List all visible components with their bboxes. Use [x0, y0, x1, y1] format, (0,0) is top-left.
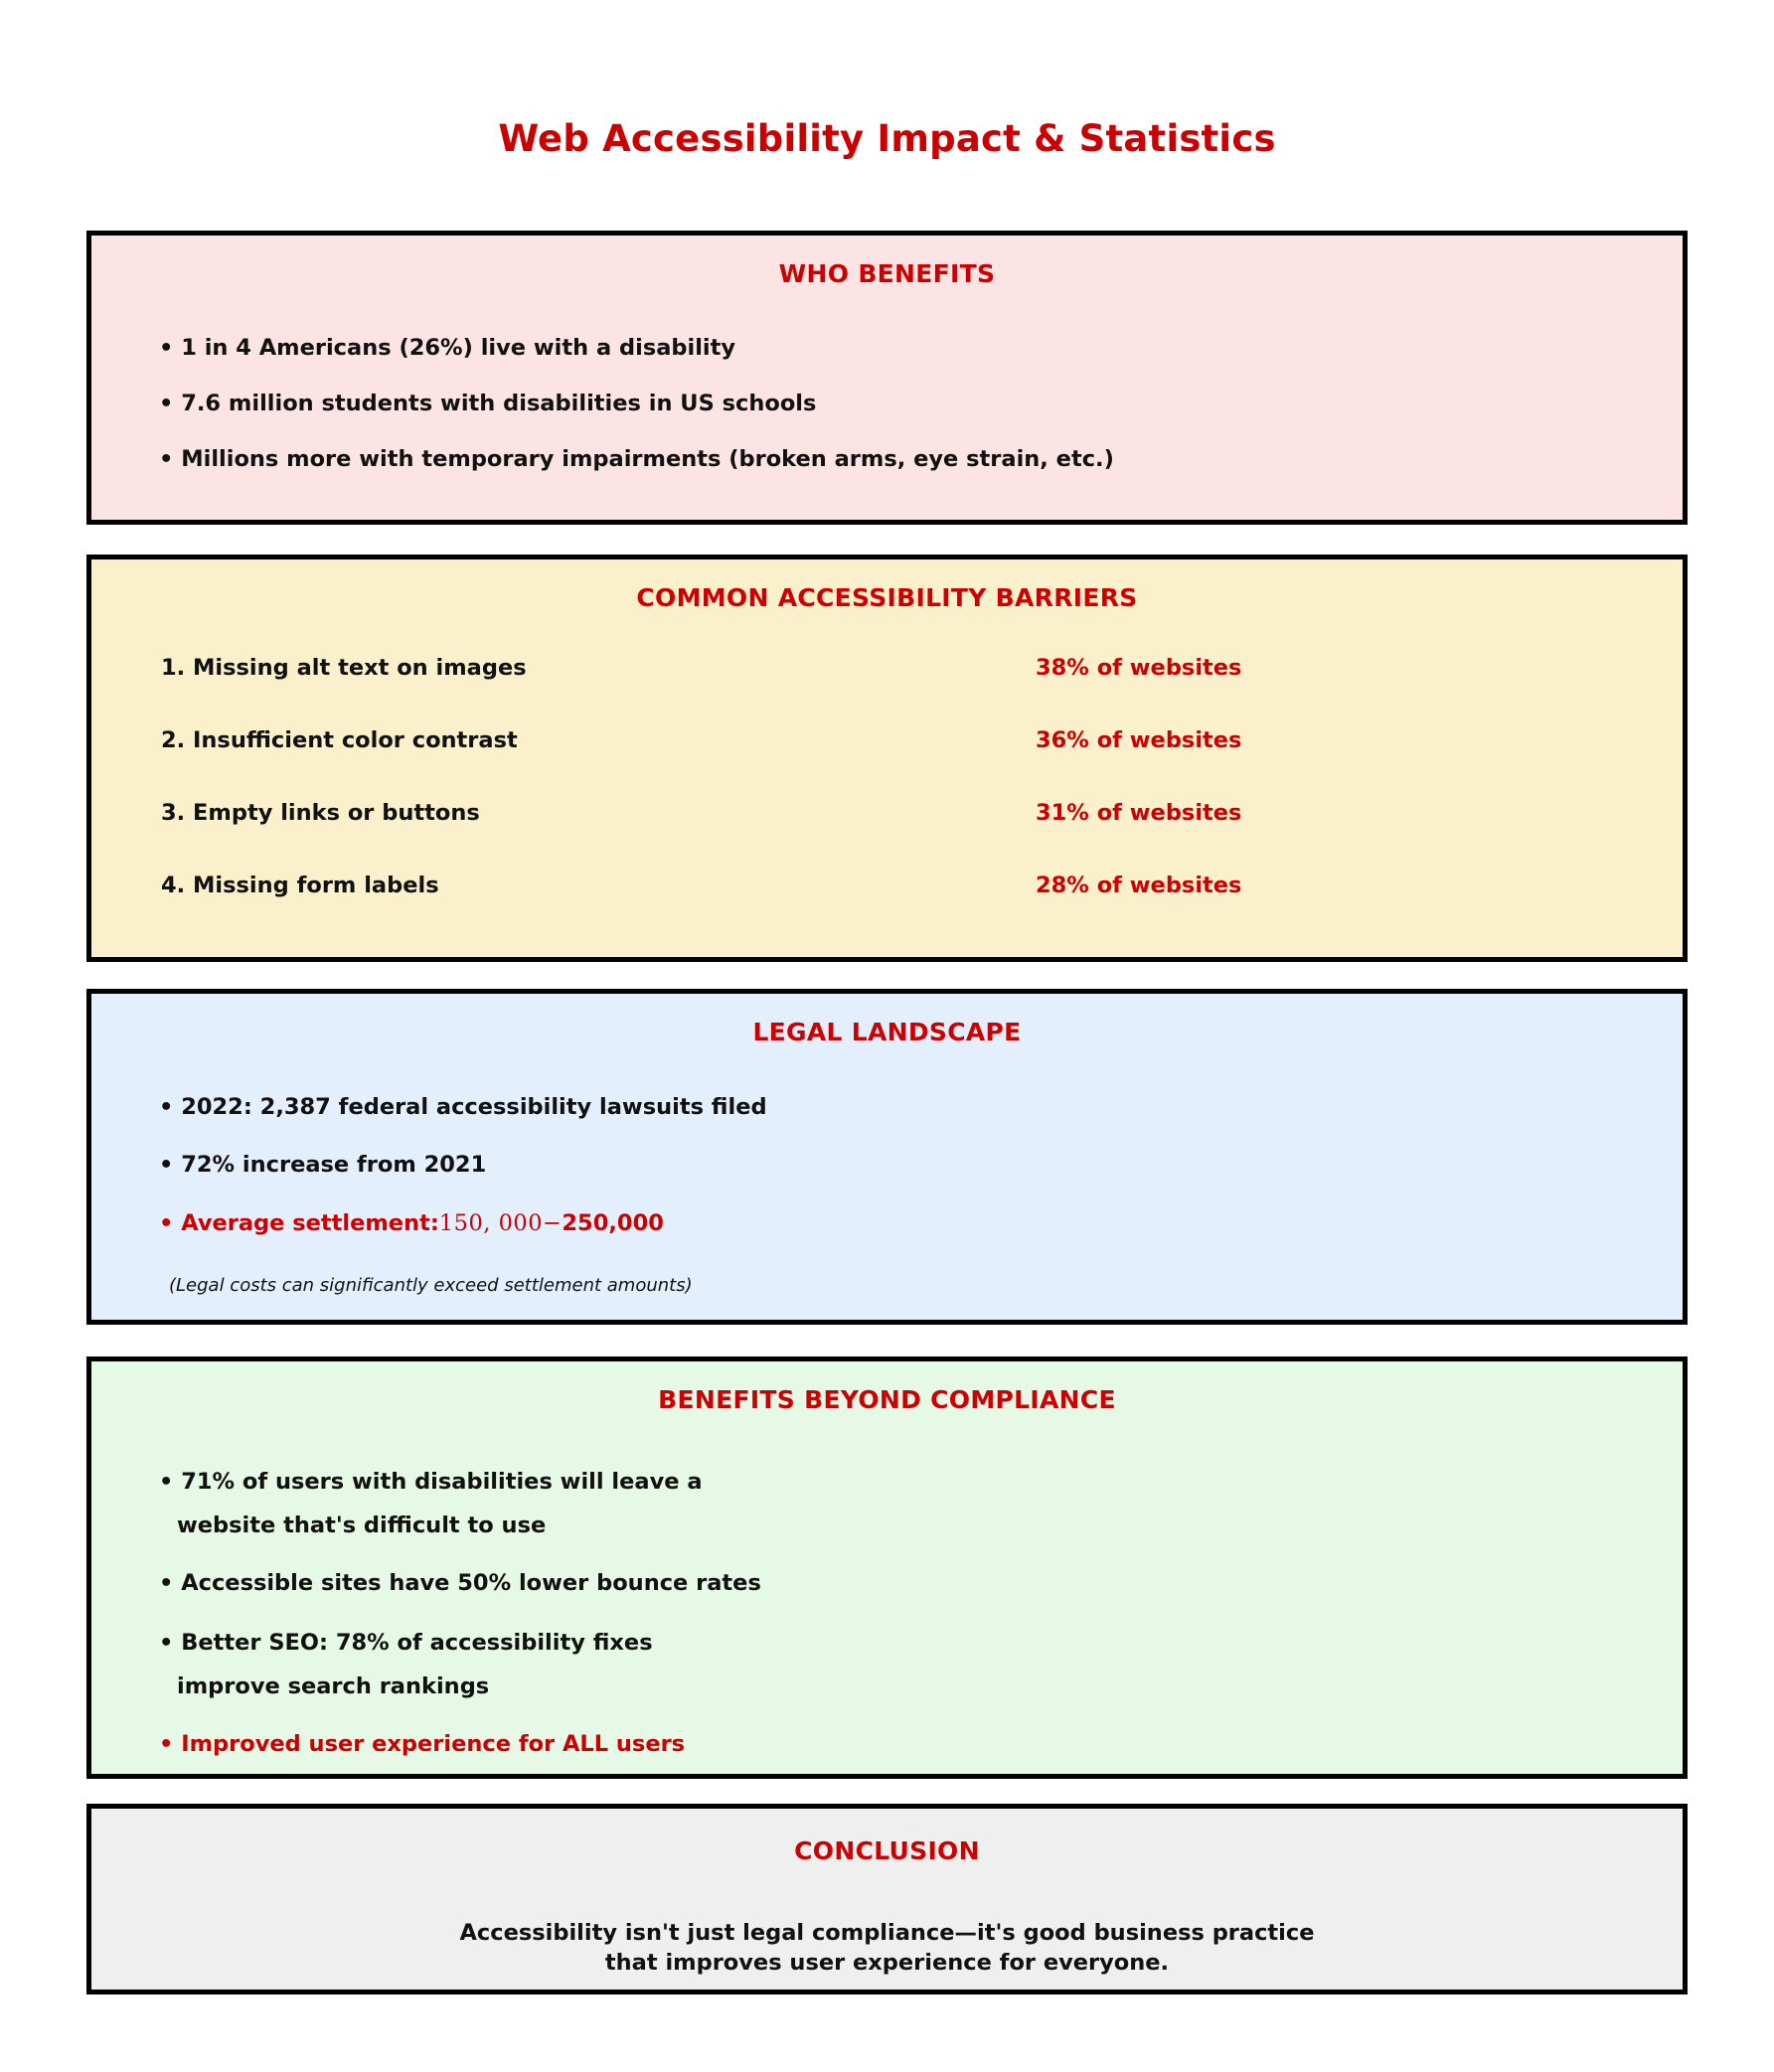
legal-bullet-settlement: [159, 1210, 664, 1236]
barrier-stat: 31% of websites: [1036, 800, 1242, 826]
panel-benefits-heading: BENEFITS BEYOND COMPLIANCE: [658, 1385, 1116, 1414]
panel-legal-landscape-heading: LEGAL LANDSCAPE: [752, 1018, 1022, 1046]
barrier-stat: 36% of websites: [1036, 727, 1242, 753]
panel-common-barriers: [86, 555, 1688, 962]
panel-conclusion: [86, 1804, 1688, 1994]
settlement-label: • Average settlement:: [159, 1210, 439, 1236]
barrier-row: [91, 873, 1683, 902]
panel-who-benefits-heading: WHO BENEFITS: [778, 259, 996, 288]
settlement-amount-high: 250,000: [562, 1210, 664, 1236]
barrier-name: 3. Empty links or buttons: [161, 800, 480, 826]
panel-common-barriers-heading: COMMON ACCESSIBILITY BARRIERS: [636, 583, 1138, 612]
barrier-row: [91, 800, 1683, 830]
benefit-item-4: • Improved user experience for ALL users: [159, 1731, 686, 1757]
panel-conclusion-heading: CONCLUSION: [794, 1836, 980, 1865]
who-benefits-bullet-3: • Millions more with temporary impairments (broken arms, eye strain, etc.): [159, 446, 1114, 472]
barrier-name: 4. Missing form labels: [161, 873, 439, 898]
barrier-row: [91, 655, 1683, 685]
barrier-stat: 38% of websites: [1036, 655, 1242, 681]
panel-who-benefits: [86, 231, 1688, 525]
legal-bullet-lawsuits: • 2022: 2,387 federal accessibility lawsuits filed: [159, 1094, 767, 1120]
panel-legal-landscape: [86, 989, 1688, 1325]
legal-note: (Legal costs can significantly exceed settlement amounts): [169, 1275, 693, 1296]
who-benefits-bullet-1: • 1 in 4 Americans (26%) live with a disability: [159, 335, 736, 361]
benefit-item-1-line-2: website that's difficult to use: [177, 1513, 547, 1538]
barrier-stat: 28% of websites: [1036, 873, 1242, 898]
settlement-dash: −: [543, 1210, 563, 1236]
benefit-item-2: • Accessible sites have 50% lower bounce rates: [159, 1570, 761, 1596]
conclusion-line-2: that improves user experience for everyone.: [604, 1950, 1170, 1977]
page-title: Web Accessibility Impact & Statistics: [498, 117, 1276, 160]
panel-benefits-beyond-compliance: [86, 1356, 1688, 1779]
benefit-item-3-line-2: improve search rankings: [177, 1674, 490, 1699]
barrier-row: [91, 727, 1683, 757]
who-benefits-bullet-2: • 7.6 million students with disabilities in US schools: [159, 391, 817, 416]
barrier-name: 2. Insufficient color contrast: [161, 727, 518, 753]
benefit-item-1-line-1: • 71% of users with disabilities will leave a: [159, 1469, 703, 1495]
conclusion-body: [91, 1918, 1683, 1979]
legal-bullet-increase: • 72% increase from 2021: [159, 1152, 487, 1178]
settlement-amount-low: 150, 000: [438, 1210, 544, 1236]
barrier-name: 1. Missing alt text on images: [161, 655, 527, 681]
benefit-item-3-line-1: • Better SEO: 78% of accessibility fixes: [159, 1630, 653, 1656]
conclusion-line-1: Accessibility isn't just legal compliance—it's good business practice: [459, 1920, 1315, 1946]
